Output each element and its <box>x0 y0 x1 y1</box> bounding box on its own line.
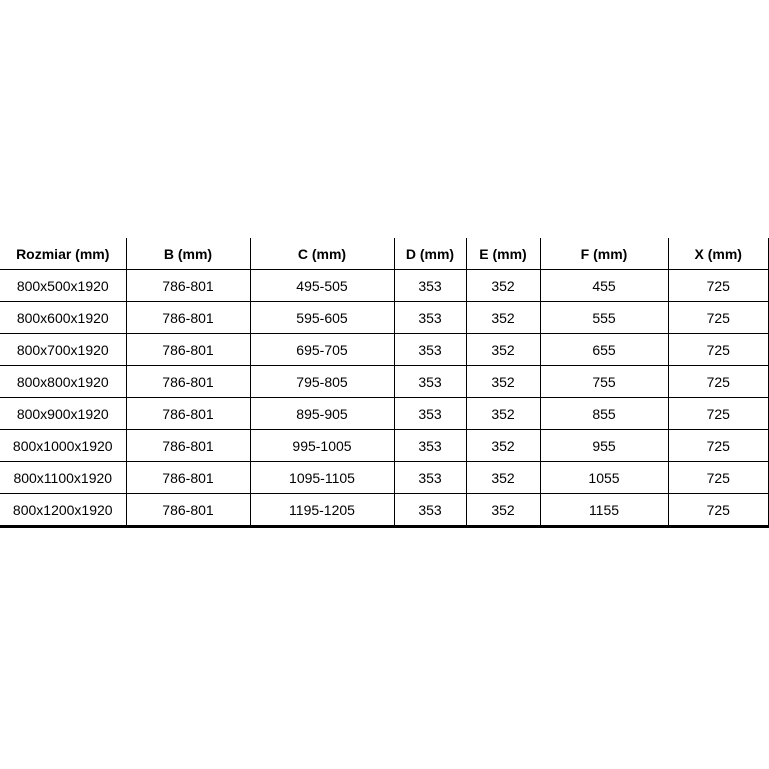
cell-rozmiar: 800x700x1920 <box>0 334 126 366</box>
column-header-c: C (mm) <box>250 238 394 270</box>
cell-f: 555 <box>540 302 668 334</box>
table-row <box>0 462 769 494</box>
column-header-b: B (mm) <box>126 238 250 270</box>
cell-x: 725 <box>668 462 769 494</box>
cell-e: 352 <box>466 430 540 462</box>
cell-c: 995-1005 <box>250 430 394 462</box>
cell-d: 353 <box>394 270 466 302</box>
cell-f: 1055 <box>540 462 668 494</box>
cell-c: 895-905 <box>250 398 394 430</box>
cell-b: 786-801 <box>126 302 250 334</box>
cell-x: 725 <box>668 494 769 527</box>
cell-c: 795-805 <box>250 366 394 398</box>
cell-b: 786-801 <box>126 334 250 366</box>
cell-rozmiar: 800x500x1920 <box>0 270 126 302</box>
cell-e: 352 <box>466 302 540 334</box>
table-row <box>0 494 769 527</box>
cell-e: 352 <box>466 462 540 494</box>
cell-rozmiar: 800x600x1920 <box>0 302 126 334</box>
cell-b: 786-801 <box>126 494 250 527</box>
cell-d: 353 <box>394 366 466 398</box>
cell-rozmiar: 800x900x1920 <box>0 398 126 430</box>
cell-rozmiar: 800x1200x1920 <box>0 494 126 527</box>
column-header-x: X (mm) <box>668 238 769 270</box>
table-row <box>0 398 769 430</box>
cell-c: 495-505 <box>250 270 394 302</box>
cell-b: 786-801 <box>126 398 250 430</box>
column-header-rozmiar: Rozmiar (mm) <box>0 238 126 270</box>
cell-x: 725 <box>668 398 769 430</box>
cell-e: 352 <box>466 494 540 527</box>
dimensions-table <box>0 238 769 528</box>
column-header-f: F (mm) <box>540 238 668 270</box>
table-row <box>0 270 769 302</box>
cell-e: 352 <box>466 366 540 398</box>
cell-d: 353 <box>394 430 466 462</box>
cell-c: 1195-1205 <box>250 494 394 527</box>
cell-d: 353 <box>394 494 466 527</box>
cell-x: 725 <box>668 302 769 334</box>
cell-e: 352 <box>466 334 540 366</box>
cell-d: 353 <box>394 302 466 334</box>
cell-f: 955 <box>540 430 668 462</box>
cell-rozmiar: 800x1100x1920 <box>0 462 126 494</box>
table-row <box>0 366 769 398</box>
cell-c: 695-705 <box>250 334 394 366</box>
table-row <box>0 430 769 462</box>
cell-d: 353 <box>394 398 466 430</box>
cell-b: 786-801 <box>126 270 250 302</box>
cell-f: 755 <box>540 366 668 398</box>
cell-f: 655 <box>540 334 668 366</box>
cell-f: 455 <box>540 270 668 302</box>
cell-x: 725 <box>668 270 769 302</box>
dimensions-table-container <box>0 238 769 528</box>
cell-f: 1155 <box>540 494 668 527</box>
cell-d: 353 <box>394 334 466 366</box>
cell-e: 352 <box>466 270 540 302</box>
cell-x: 725 <box>668 366 769 398</box>
cell-rozmiar: 800x1000x1920 <box>0 430 126 462</box>
cell-x: 725 <box>668 334 769 366</box>
cell-e: 352 <box>466 398 540 430</box>
table-row <box>0 334 769 366</box>
cell-c: 1095-1105 <box>250 462 394 494</box>
column-header-e: E (mm) <box>466 238 540 270</box>
cell-d: 353 <box>394 462 466 494</box>
cell-b: 786-801 <box>126 430 250 462</box>
cell-rozmiar: 800x800x1920 <box>0 366 126 398</box>
cell-x: 725 <box>668 430 769 462</box>
cell-c: 595-605 <box>250 302 394 334</box>
table-row <box>0 302 769 334</box>
cell-f: 855 <box>540 398 668 430</box>
column-header-d: D (mm) <box>394 238 466 270</box>
cell-b: 786-801 <box>126 366 250 398</box>
cell-b: 786-801 <box>126 462 250 494</box>
header-row <box>0 238 769 270</box>
